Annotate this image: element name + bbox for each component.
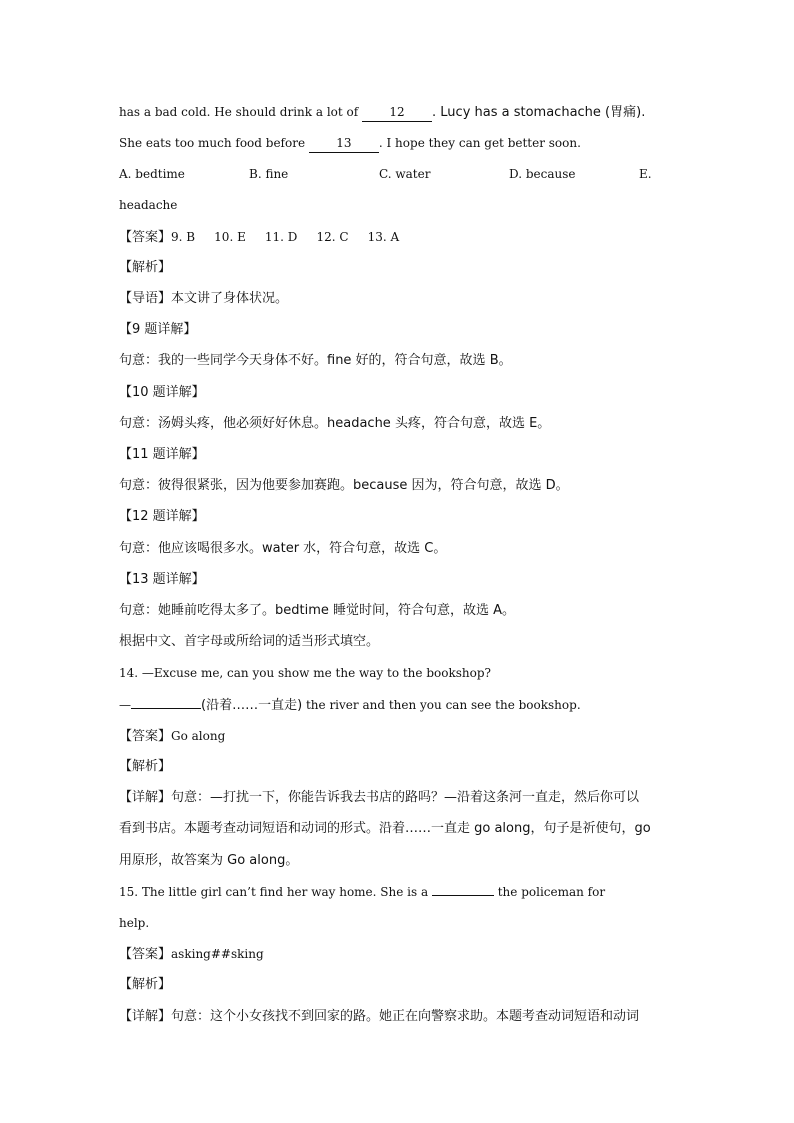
q14-answer-line: [119, 724, 679, 748]
q14-dash: —: [119, 698, 131, 712]
passage-text: . I hope they can get better soon.: [378, 136, 581, 150]
option-c: C. water: [379, 167, 431, 181]
q15-text: the policeman for: [493, 885, 606, 899]
q14-question: 14. —Excuse me, can you show me the way to the bookshop?: [119, 666, 491, 680]
q9-heading: 【9 题详解】: [119, 322, 197, 337]
q14-detail-1: [119, 786, 679, 810]
q14-analysis-label: 【解析】: [119, 759, 172, 774]
option-e-word: headache: [119, 198, 178, 212]
blank-12: 12: [362, 103, 432, 122]
q14-blank: [131, 708, 201, 709]
option-e: E.: [639, 167, 652, 181]
blank-13: 13: [309, 134, 379, 153]
passage-text: has a bad cold. He should drink a lot of: [119, 105, 363, 119]
option-b: B. fine: [249, 167, 289, 181]
q13-explanation: 句意：她睡前吃得太多了。bedtime 睡觉时间，符合句意，故选 A。: [119, 603, 516, 618]
q14-detail-3: 用原形，故答案为 Go along。: [119, 853, 299, 868]
answer-label: 【答案】: [119, 230, 172, 245]
q11-heading: 【11 题详解】: [119, 447, 205, 462]
q14-answer: Go along: [171, 729, 226, 743]
guide-label: 【导语】: [119, 291, 172, 306]
passage-text: She eats too much food before: [119, 136, 309, 150]
q10-heading: 【10 题详解】: [119, 385, 205, 400]
q11-explanation: 句意：彼得很紧张，因为他要参加赛跑。because 因为，符合句意，故选 D。: [119, 478, 569, 493]
guide-text: 本文讲了身体状况。: [171, 291, 289, 306]
q15-text: 15. The little girl can’t find her way home. She is a: [119, 885, 432, 899]
answer-text: 9. B 10. E 11. D 12. C 13. A: [171, 230, 400, 244]
q15-analysis-label: 【解析】: [119, 977, 172, 992]
passage-line-2: [119, 131, 679, 155]
q12-heading: 【12 题详解】: [119, 509, 205, 524]
passage-text: . Lucy has a stomachache (胃痛).: [432, 105, 646, 120]
q15-blank: [432, 895, 494, 896]
q9-explanation: 句意：我的一些同学今天身体不好。fine 好的，符合句意，故选 B。: [119, 353, 512, 368]
q15-question-line-2: help.: [119, 916, 150, 930]
passage-line-1: [119, 100, 679, 124]
answer-line: [119, 225, 679, 249]
q15-question: [119, 880, 679, 904]
option-d: D. because: [509, 167, 576, 181]
q13-heading: 【13 题详解】: [119, 572, 205, 587]
q15-detail-1: [119, 1005, 679, 1029]
detail-text: 句意：这个小女孩找不到回家的路。她正在向警察求助。本题考查动词短语和动词: [171, 1009, 640, 1024]
detail-label: 【详解】: [119, 790, 172, 805]
analysis-label: 【解析】: [119, 260, 172, 275]
answer-label: 【答案】: [119, 947, 172, 962]
q14-hint: (沿着……一直走): [201, 698, 303, 713]
options-line: [119, 162, 679, 186]
q14-line: [119, 693, 679, 717]
q12-explanation: 句意：他应该喝很多水。water 水，符合句意，故选 C。: [119, 541, 447, 556]
answer-label: 【答案】: [119, 729, 172, 744]
detail-label: 【详解】: [119, 1009, 172, 1024]
detail-text: 句意：—打扰一下，你能告诉我去书店的路吗？—沿着这条河一直走，然后你可以: [171, 790, 640, 805]
option-a: A. bedtime: [119, 167, 185, 181]
q15-answer-line: [119, 942, 679, 966]
q14-detail-2: 看到书店。本题考查动词短语和动词的形式。沿着……一直走 go along，句子是祈使句，go: [119, 821, 651, 836]
q15-answer: asking##sking: [171, 947, 264, 961]
q14-rest: the river and then you can see the bookshop.: [302, 698, 581, 712]
q10-explanation: 句意：汤姆头疼，他必须好好休息。headache 头疼，符合句意，故选 E。: [119, 416, 551, 431]
section-instruction: 根据中文、首字母或所给词的适当形式填空。: [119, 634, 380, 649]
guide-line: [119, 287, 679, 311]
